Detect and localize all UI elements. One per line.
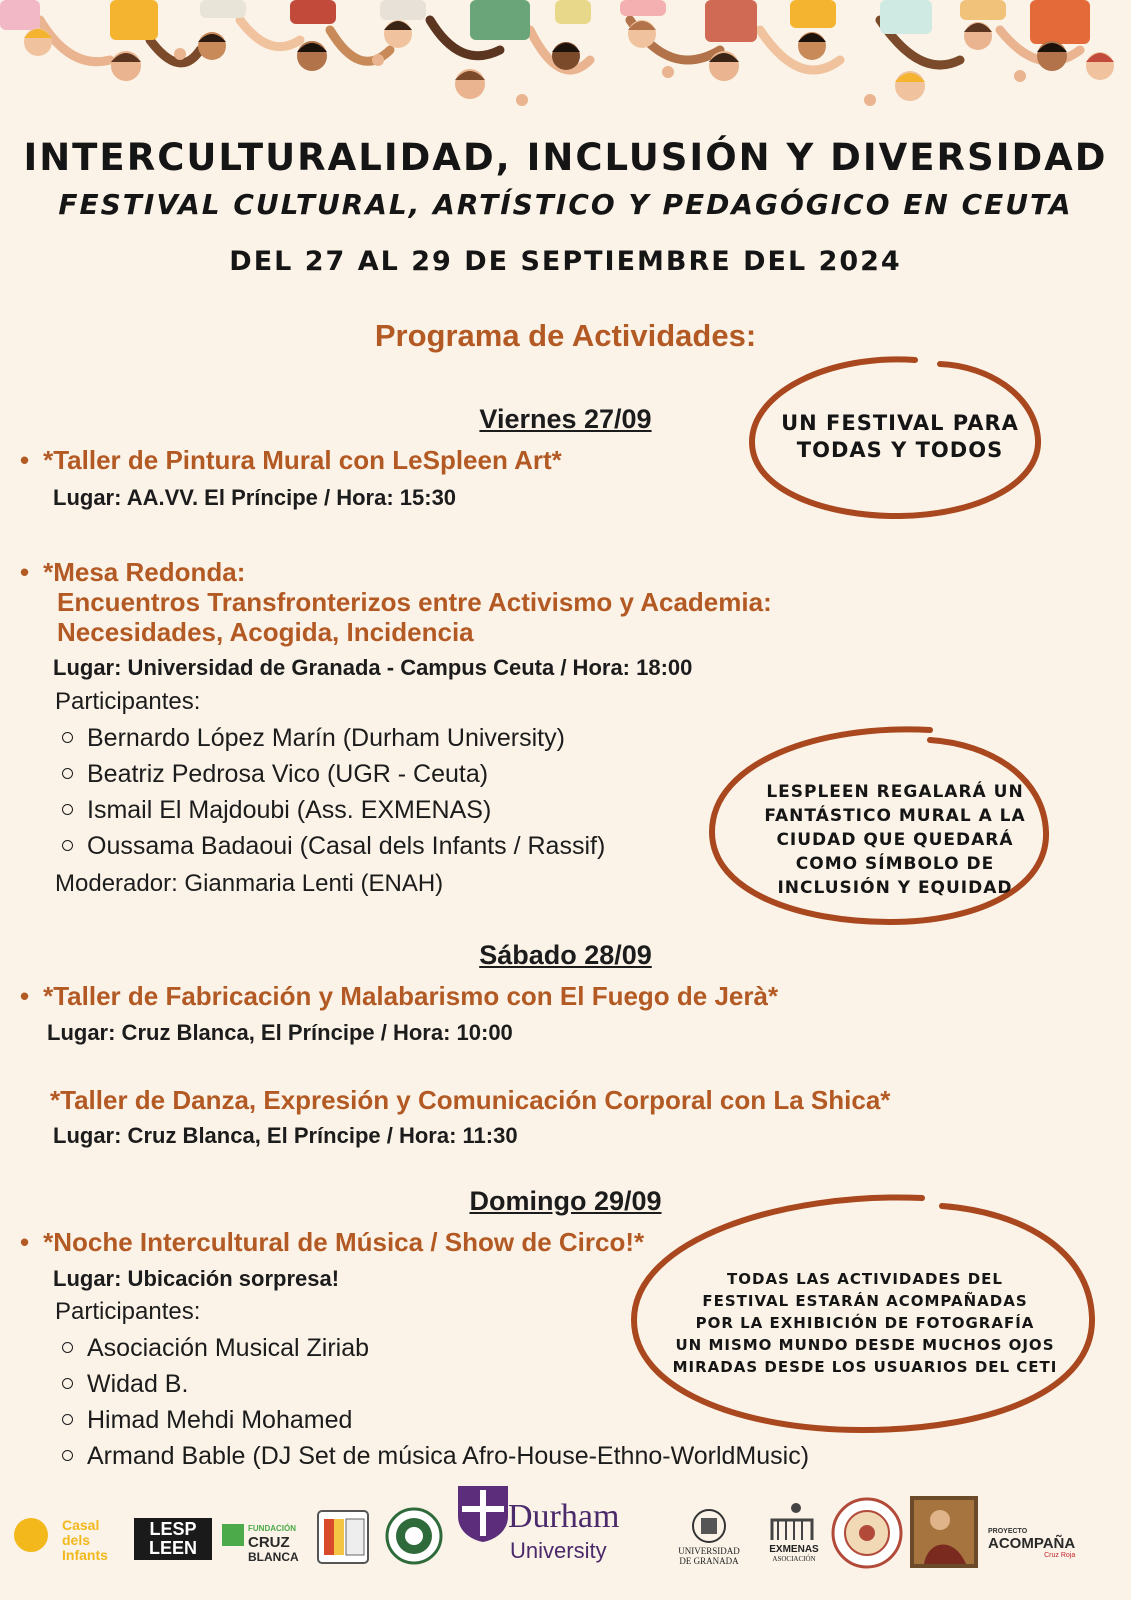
friday-event2-lugar: Lugar: Universidad de Granada - Campus Ceuta / Hora: 18:00 [53, 655, 693, 680]
program-heading: Programa de Actividades: [374, 318, 757, 353]
sunday-event1-title [20, 1227, 644, 1258]
participant-item: Widad B. [62, 1370, 188, 1399]
event-title: *Mesa Redonda: [43, 557, 246, 587]
exmenas-mark-icon [764, 1500, 820, 1544]
lespleen-logo: LESP LEEN [134, 1518, 212, 1560]
bubble-3-text: TODAS LAS ACTIVIDADES DEL FESTIVAL ESTARÁN ACOMPAÑADAS POR LA EXHIBICIÓN DE FOTOGRAFÍA UN MISMO MUNDO DESDE MUCHOS OJOS MIRADAS DESDE LOS USUARIOS DEL CETI [672, 1270, 1058, 1376]
friday-event1-lugar: Lugar: AA.VV. El Príncipe / Hora: 15:30 [53, 485, 457, 510]
participant-item: Ismail El Majdoubi (Ass. EXMENAS) [62, 796, 491, 825]
festival-title: INTERCULTURALIDAD, INCLUSIÓN Y DIVERSIDAD [23, 136, 1108, 179]
bullet-dot: • [20, 445, 30, 475]
saturday-event1-lugar: Lugar: Cruz Blanca, El Príncipe / Hora: 10:00 [47, 1020, 513, 1045]
sunday-participants-label: Participantes: [55, 1298, 201, 1325]
saturday-event2-title: *Taller de Danza, Expresión y Comunicación Corporal con La Shica* [50, 1085, 891, 1115]
participant-item: Asociación Musical Ziriab [62, 1334, 369, 1363]
participant-item: Bernardo López Marín (Durham University) [62, 724, 565, 753]
day-sunday: Domingo 29/09 [469, 1186, 662, 1216]
proyecto-acompana-logo: PROYECTO ACOMPAÑA Cruz Roja [988, 1528, 1076, 1559]
bubble-1-text: UN FESTIVAL PARA TODAS Y TODOS [781, 411, 1019, 462]
participant-item: Himad Mehdi Mohamed [62, 1406, 352, 1435]
friday-moderator: Moderador: Gianmaria Lenti (ENAH) [55, 870, 444, 897]
round-seal-logo [830, 1496, 904, 1570]
exmenas-logo: EXMENAS ASOCIACIÓN [764, 1500, 824, 1563]
event-title: *Taller de Fabricación y Malabarismo con El Fuego de Jerà* [43, 981, 779, 1011]
friday-event2-title-line2: Encuentros Transfronterizos entre Activismo y Academia: [57, 587, 772, 617]
sunday-event1-lugar: Lugar: Ubicación sorpresa! [53, 1266, 340, 1291]
bullet-dot: • [20, 557, 30, 587]
bullet-dot: • [20, 981, 30, 1011]
day-friday: Viernes 27/09 [479, 404, 652, 434]
participant-item: Oussama Badaoui (Casal dels Infants / Rassif) [62, 832, 605, 861]
durham-shield-icon [456, 1484, 510, 1544]
participant-item: Armand Bable (DJ Set de música Afro-House-Ethno-WorldMusic) [62, 1442, 809, 1471]
ugr-crest-icon [689, 1506, 729, 1546]
universidad-granada-logo: UNIVERSIDAD DE GRANADA [676, 1506, 742, 1566]
people-illustration-band [0, 0, 1131, 130]
friday-event1-title [20, 445, 562, 476]
day-saturday: Sábado 28/09 [479, 940, 652, 970]
friday-event2-title-line3: Necesidades, Acogida, Incidencia [57, 617, 474, 647]
saturday-event1-title [20, 981, 778, 1012]
crest-logo [312, 1505, 374, 1567]
bullet-dot: • [20, 1227, 30, 1257]
painting-logo [910, 1496, 978, 1568]
festival-subtitle: FESTIVAL CULTURAL, ARTÍSTICO Y PEDAGÓGICO EN CEUTA [58, 188, 1073, 221]
event-title: *Taller de Pintura Mural con LeSpleen Art* [43, 445, 562, 475]
saturday-event2-lugar: Lugar: Cruz Blanca, El Príncipe / Hora: 11:30 [53, 1123, 518, 1148]
friday-participants-label: Participantes: [55, 688, 201, 715]
festival-dates: DEL 27 AL 29 DE SEPTIEMBRE DEL 2024 [229, 246, 902, 277]
participant-item: Beatriz Pedrosa Vico (UGR - Ceuta) [62, 760, 488, 789]
friday-event2-title [20, 557, 245, 588]
bubble-2-text: LESPLEEN REGALARÁ UN FANTÁSTICO MURAL A LA CIUDAD QUE QUEDARÁ COMO SÍMBOLO DE INCLUSIÓN Y EQUIDAD [764, 782, 1026, 898]
event-title: *Noche Intercultural de Música / Show de Circo!* [43, 1227, 645, 1257]
circular-emblem-logo [384, 1506, 444, 1566]
